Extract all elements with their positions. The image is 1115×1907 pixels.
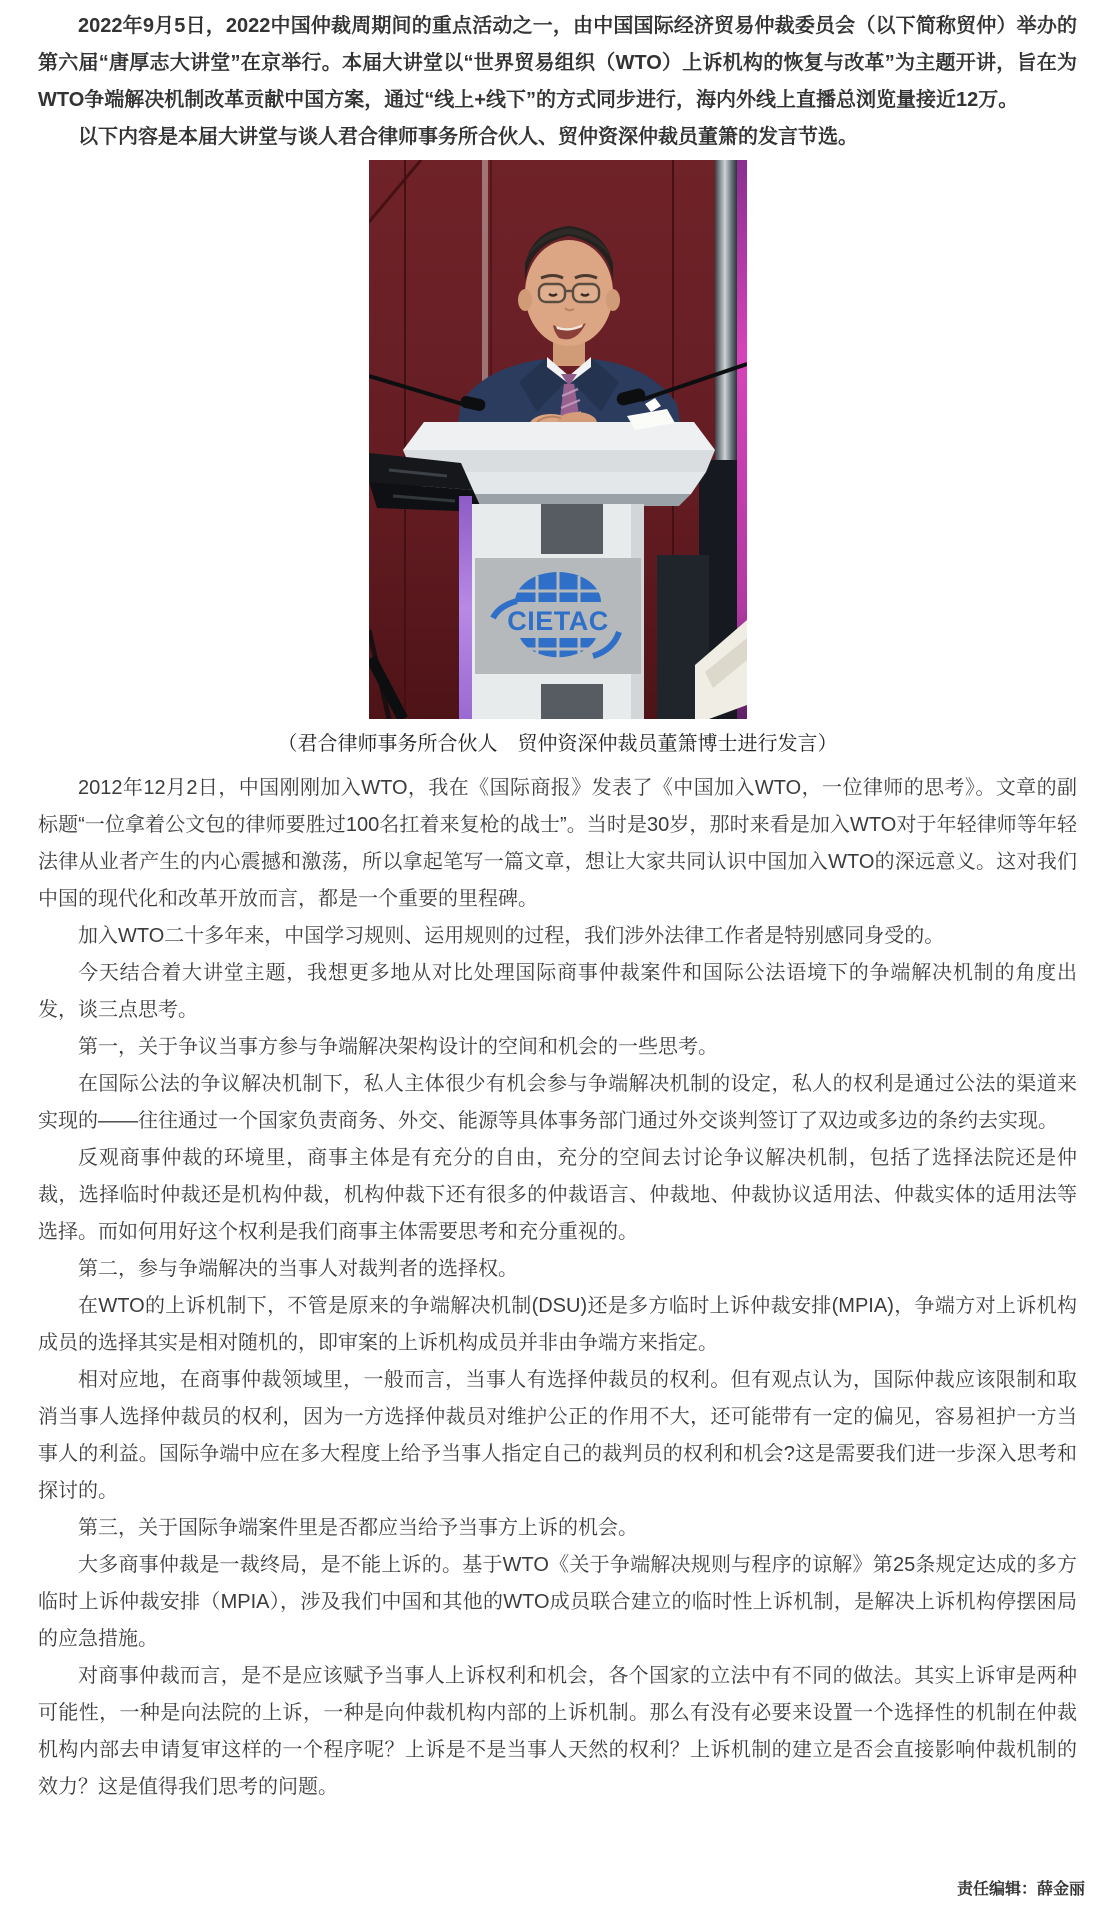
body-section xyxy=(38,770,1077,1806)
paragraph: 2022年9月5日，2022中国仲裁周期间的重点活动之一，由中国国际经济贸易仲裁委员会（以下简称贸仲）举办的第六届“唐厚志大讲堂”在京举行。本届大讲堂以“世界贸易组织（WTO）上诉机构的恢复与改革”为主题开讲，旨在为WTO争端解决机制改革贡献中国方案，通过“线上+线下”的方式同步进行，海内外线上直播总浏览量接近12万。 xyxy=(38,15,1077,111)
paragraph: 大多商事仲裁是一裁终局，是不能上诉的。基于WTO《关于争端解决规则与程序的谅解》第25条规定达成的多方临时上诉仲裁安排（MPIA），涉及我们中国和其他的WTO成员联合建立的临时性上诉机制，是解决上诉机构停摆困局的应急措施。 xyxy=(38,1554,1077,1650)
paragraph: 今天结合着大讲堂主题，我想更多地从对比处理国际商事仲裁案件和国际公法语境下的争端解决机制的角度出发，谈三点思考。 xyxy=(38,962,1077,1021)
paragraph: 相对应地，在商事仲裁领域里，一般而言，当事人有选择仲裁员的权利。但有观点认为，国际仲裁应该限制和取消当事人选择仲裁员的权利，因为一方选择仲裁员对维护公正的作用不大，还可能带有一定的偏见，容易袒护一方当事人的利益。国际争端中应在多大程度上给予当事人指定自己的裁判员的权利和机会?这是需要我们进一步深入思考和探讨的。 xyxy=(38,1369,1077,1502)
paragraph: 第三，关于国际争端案件里是否都应当给予当事方上诉的机会。 xyxy=(78,1517,638,1539)
intro-section xyxy=(38,8,1077,156)
paragraph: 以下内容是本届大讲堂与谈人君合律师事务所合伙人、贸仲资深仲裁员董箫的发言节选。 xyxy=(78,126,858,148)
photo-caption: （君合律师事务所合伙人 贸仲资深仲裁员董箫博士进行发言） xyxy=(277,733,838,755)
paragraph: 2012年12月2日，中国刚刚加入WTO，我在《国际商报》发表了《中国加入WTO，一位律师的思考》。文章的副标题“一位拿着公文包的律师要胜过100名扛着来复枪的战士”。当时是30岁，那时来看是加入WTO对于年轻律师等年轻法律从业者产生的内心震撼和激荡，所以拿起笔写一篇文章，想让大家共同认识中国加入WTO的深远意义。这对我们中国的现代化和改革开放而言，都是一个重要的里程碑。 xyxy=(38,777,1077,910)
paragraph: 在国际公法的争议解决机制下，私人主体很少有机会参与争端解决机制的设定，私人的权利是通过公法的渠道来实现的——往往通过一个国家负责商务、外交、能源等具体事务部门通过外交谈判签订了双边或多边的条约去实现。 xyxy=(38,1073,1077,1132)
paragraph: 在WTO的上诉机制下，不管是原来的争端解决机制(DSU)还是多方临时上诉仲裁安排(MPIA)，争端方对上诉机构成员的选择其实是相对随机的，即审案的上诉机构成员并非由争端方来指定。 xyxy=(38,1295,1077,1354)
paragraph: 第一，关于争议当事方参与争端解决架构设计的空间和机会的一些思考。 xyxy=(78,1036,718,1058)
paragraph: 加入WTO二十多年来，中国学习规则、运用规则的过程，我们涉外法律工作者是特别感同身受的。 xyxy=(78,925,945,947)
paragraph: 对商事仲裁而言，是不是应该赋予当事人上诉权利和机会，各个国家的立法中有不同的做法。其实上诉审是两种可能性，一种是向法院的上诉，一种是向仲裁机构内部的上诉机制。那么有没有必要来设置一个选择性的机制在仲裁机构内部去申请复审这样的一个程序呢？上诉是不是当事人天然的权利？上诉机制的建立是否会直接影响仲裁机制的效力？这是值得我们思考的问题。 xyxy=(38,1665,1077,1798)
editor-credit: 责任编辑：薛金丽 xyxy=(956,1881,1085,1898)
paragraph: 反观商事仲裁的环境里，商事主体是有充分的自由，充分的空间去讨论争议解决机制，包括了选择法院还是仲裁，选择临时仲裁还是机构仲裁，机构仲裁下还有很多的仲裁语言、仲裁地、仲裁协议适用法、仲裁实体的适用法等选择。而如何用好这个权利是我们商事主体需要思考和充分重视的。 xyxy=(38,1147,1077,1243)
article-figure xyxy=(38,160,1077,764)
speech-photo xyxy=(369,160,747,719)
paragraph: 第二，参与争端解决的当事人对裁判者的选择权。 xyxy=(78,1258,518,1280)
cietac-logo-text: CIETAC xyxy=(506,606,609,636)
